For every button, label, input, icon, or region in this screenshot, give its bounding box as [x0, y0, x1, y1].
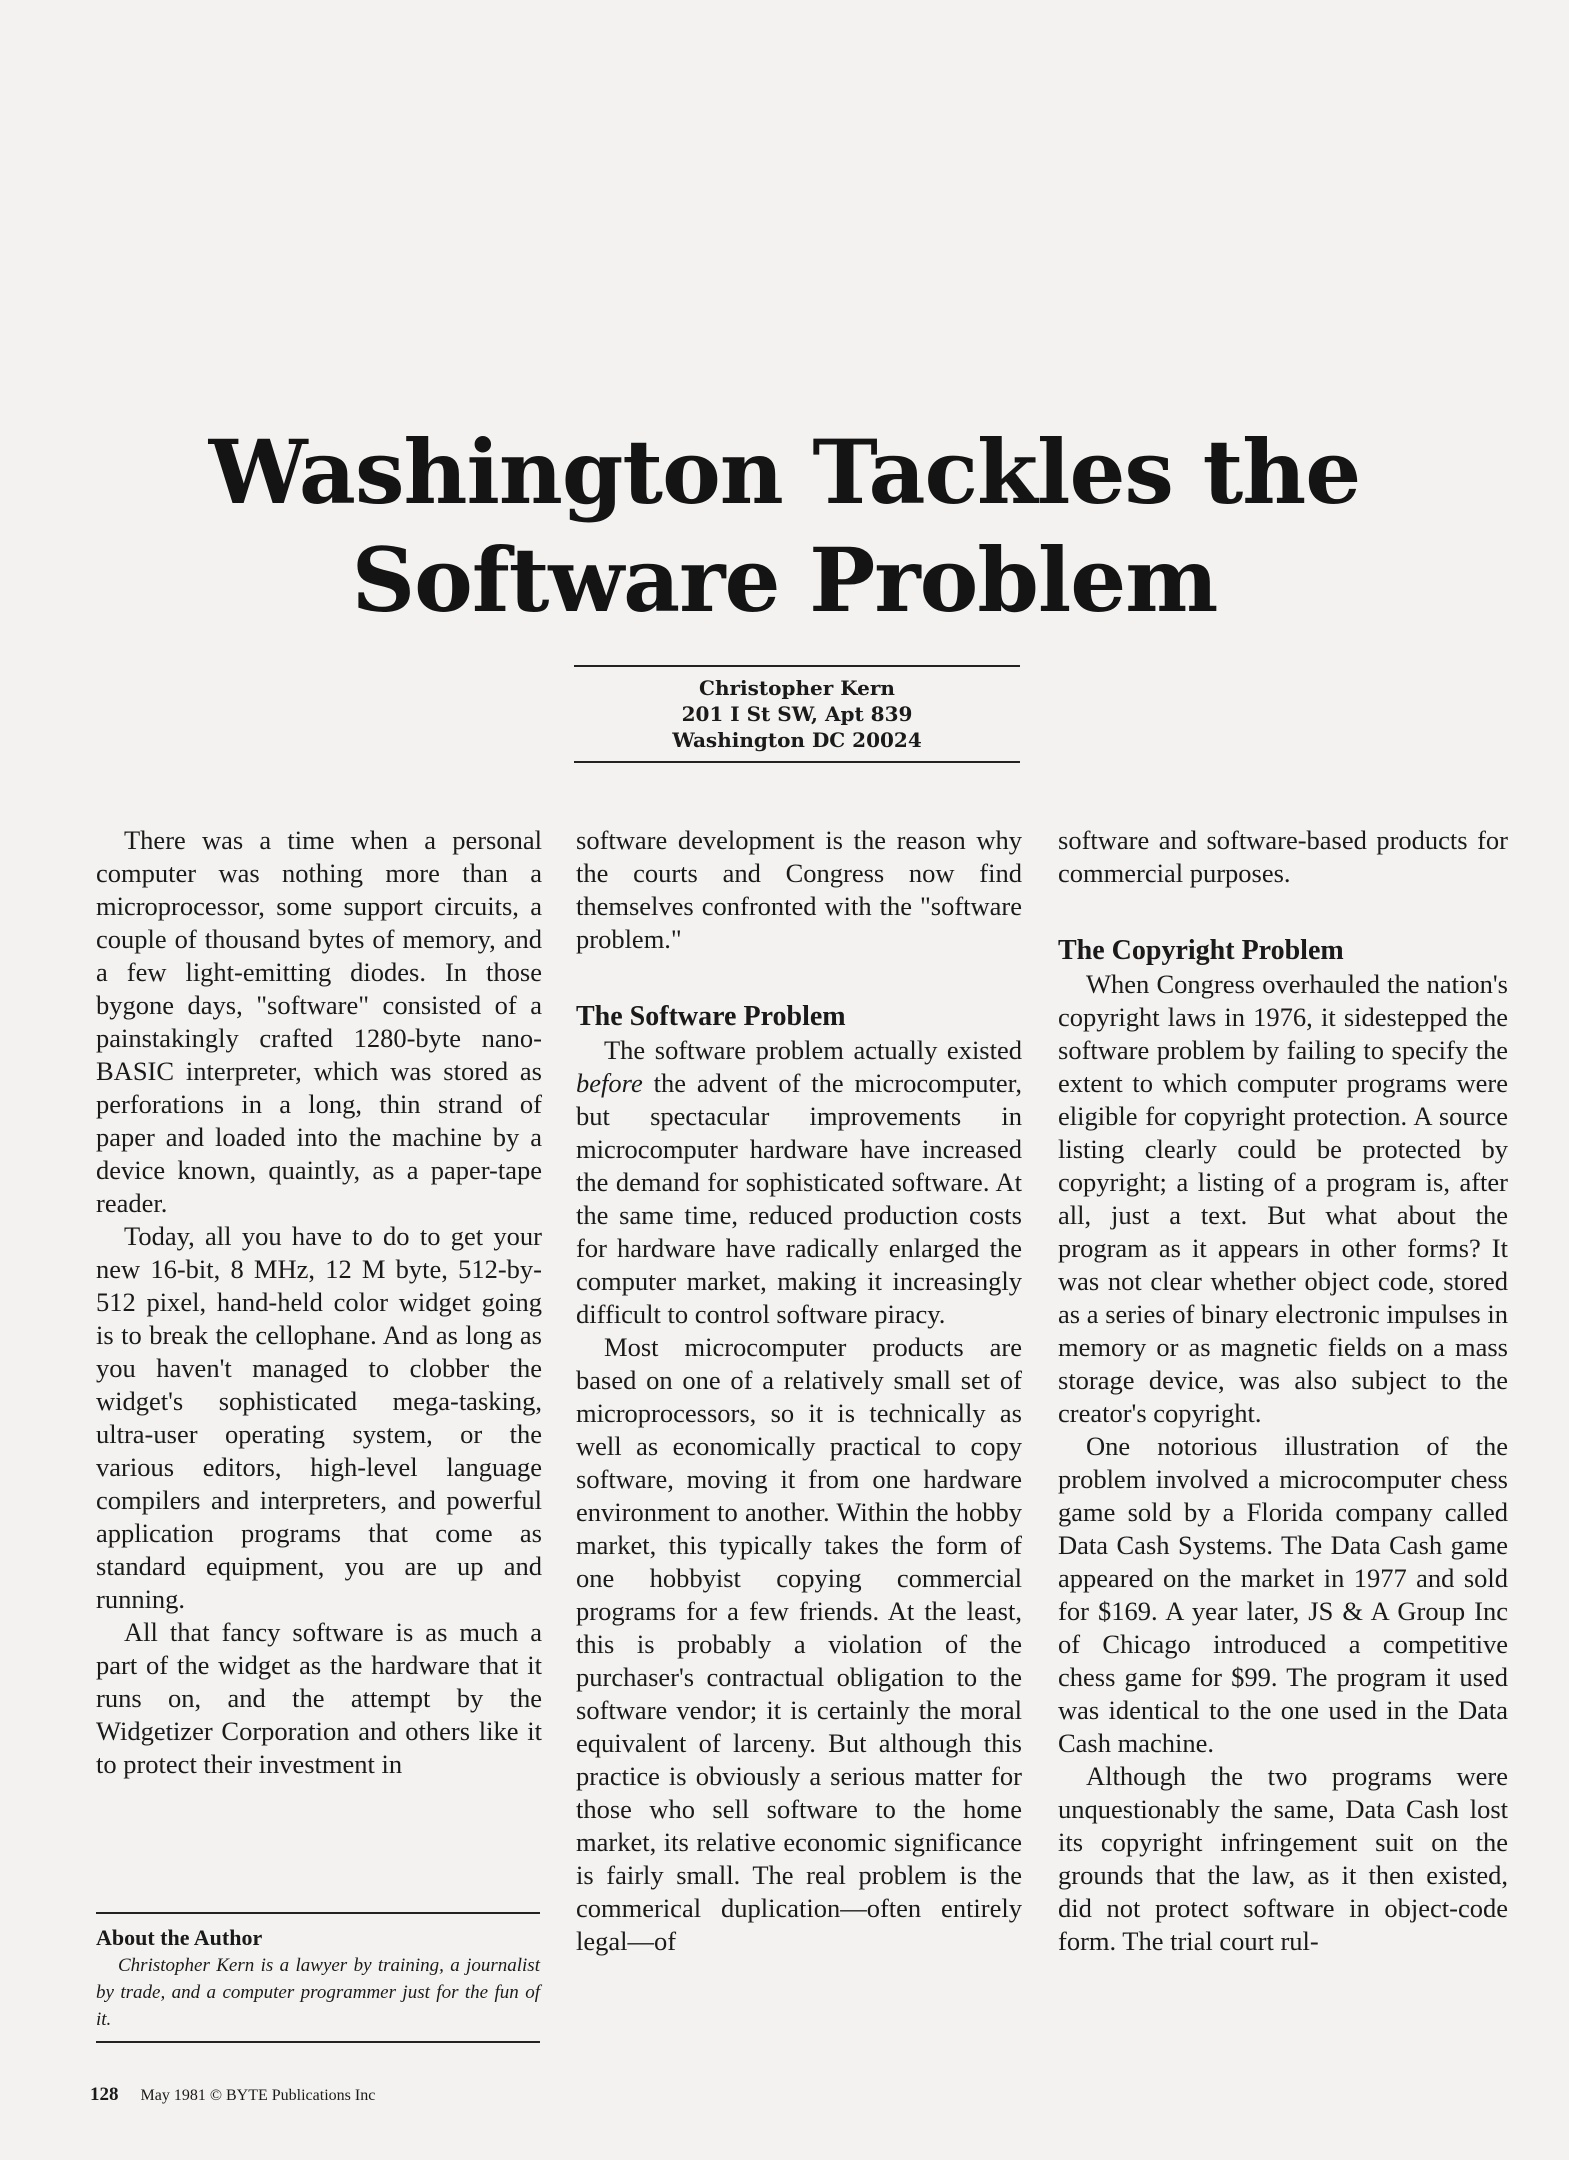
title-line-2: Software Problem: [351, 528, 1218, 632]
author-city: Washington DC 20024: [672, 728, 922, 752]
page-footer: [90, 2084, 375, 2106]
column-1: [96, 824, 542, 1781]
paragraph: All that fancy software is as much a part of the widget as the hardware that it runs on, and the attempt by the Widgetizer Corporation and others like it to protect their investment in: [96, 1617, 542, 1779]
footer-credit: May 1981 © BYTE Publications Inc: [140, 2087, 376, 2104]
paragraph: One notorious illustration of the problem involved a microcomputer chess game sold by a Florida company called Data Cash Systems. The Data Cash game appeared on the market in 1977 and sold for $169. A year later, JS & A Group Inc of Chicago introduced a competitive chess game for $99. The program it used was identical to the one used in the Data Cash machine.: [1058, 1431, 1508, 1758]
page-number: 128: [90, 2084, 119, 2105]
paragraph: Today, all you have to do to get your new 16-bit, 8 MHz, 12 M byte, 512-by-512 pixel, hand-held color widget going is to break the cellophane. And as long as you haven't managed to clobber the widget's sophisticated mega-tasking, ultra-user operating system, or the various editors, high-level language compilers and interpreters, and powerful application programs that come as standard equipment, you are up and running.: [96, 1221, 542, 1614]
article-title: [0, 418, 1569, 634]
about-author-text: Christopher Kern is a lawyer by training, a journalist by trade, and a computer programmer just for the fun of it.: [96, 1955, 540, 2030]
paragraph: There was a time when a personal computer was nothing more than a microprocessor, some support circuits, a couple of thousand bytes of memory, and a few light-emitting diodes. In those bygone days, "software" consisted of a painstakingly crafted 1280-byte nano-BASIC interpreter, which was stored as perforations in a long, thin strand of paper and loaded into the machine by a device known, quaintly, as a paper-tape reader.: [96, 825, 542, 1218]
author-street: 201 I St SW, Apt 839: [681, 702, 913, 726]
column-2: [576, 824, 1022, 1958]
paragraph: Although the two programs were unquestionably the same, Data Cash lost its copyright infringement suit on the grounds that the law, as it then existed, did not protect software in object-code form. The trial court rul-: [1058, 1761, 1508, 1956]
title-line-1: Washington Tackles the: [208, 420, 1361, 524]
column-3: [1058, 824, 1508, 1958]
author-byline: [574, 665, 1020, 763]
about-author-heading: About the Author: [96, 1925, 263, 1950]
paragraph: software development is the reason why the courts and Congress now find themselves confronted with the "software problem.": [576, 825, 1022, 954]
paragraph: When Congress overhauled the nation's copyright laws in 1976, it sidestepped the software problem by failing to specify the extent to which computer programs were eligible for copyright protection. A source listing clearly could be protected by copyright; a listing of a program is, after all, just a text. But what about the program as it appears in other forms? It was not clear whether object code, stored as a series of binary electronic impulses in memory or as magnetic fields on a mass storage device, was also subject to the creator's copyright.: [1058, 969, 1508, 1428]
author-name: Christopher Kern: [699, 676, 895, 700]
paragraph: The software problem actually existed before the advent of the microcomputer, but spectacular improvements in microcomputer hardware have increased the demand for sophisticated software. At the same time, reduced production costs for hardware have radically enlarged the computer market, making it increasingly difficult to control software piracy.: [576, 1035, 1022, 1329]
paragraph: software and software-based products for commercial purposes.: [1058, 825, 1508, 888]
emphasis: before: [576, 1068, 643, 1098]
section-heading-copyright-problem: The Copyright Problem: [1058, 935, 1344, 966]
about-the-author-box: [96, 1912, 540, 2043]
section-heading-software-problem: The Software Problem: [576, 1001, 846, 1032]
paragraph: Most microcomputer products are based on one of a relatively small set of microprocessors, so it is technically as well as economically practical to copy software, moving it from one hardware environment to another. Within the hobby market, this typically takes the form of one hobbyist copying commercial programs for a few friends. At the least, this is probably a violation of the purchaser's contractual obligation to the software vendor; it is certainly the moral equivalent of larceny. But although this practice is obviously a serious matter for those who sell software to the home market, its relative economic significance is fairly small. The real problem is the commerical duplication—often entirely legal—of: [576, 1332, 1022, 1956]
